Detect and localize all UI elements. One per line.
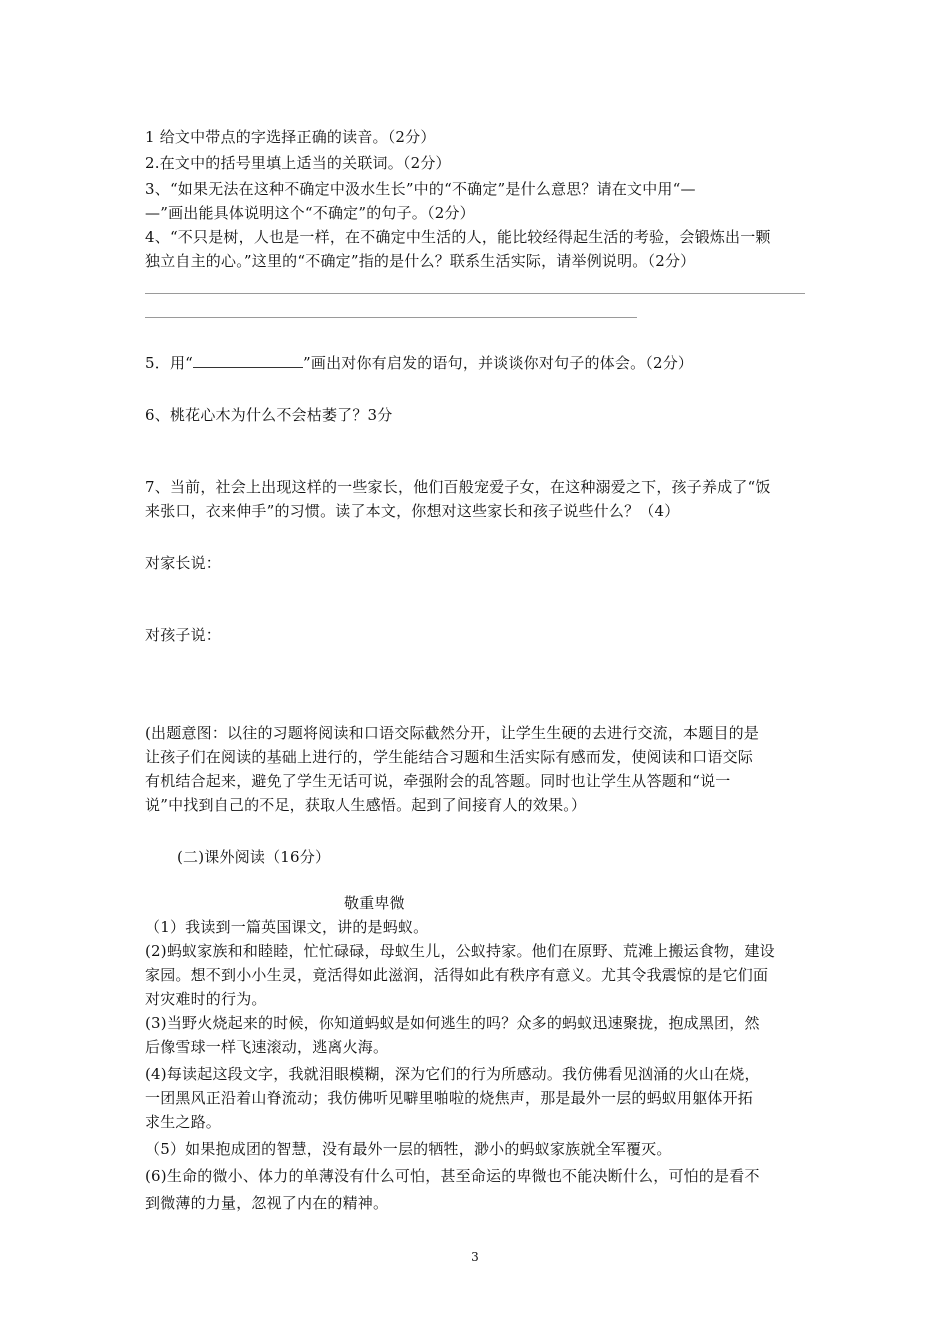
intent-line-2: 让孩子们在阅读的基础上进行的，学生能结合习题和生活实际有感而发，使阅读和口语交际 [145,748,754,766]
article-paragraph-6-line-1: (6)生命的微小、体力的单薄没有什么可怕，甚至命运的卑微也不能决断什么，可怕的是看不 [145,1167,760,1185]
section-heading: (二)课外阅读（16分） [177,848,331,866]
article-paragraph-4-line-1: (4)每读起这段文字，我就泪眼模糊，深为它们的行为所感动。我仿佛看见汹涌的火山在烧， [145,1065,760,1083]
intent-line-1: (出题意图：以往的习题将阅读和口语交际截然分开，让学生生硬的去进行交流，本题目的是 [145,724,760,742]
question-1: 1 给文中带点的字选择正确的读音。（2分） [145,128,436,146]
question-5-blank [193,353,303,368]
intent-line-3: 有机结合起来，避免了学生无话可说，牵强附会的乱答题。同时也让学生从答题和“说一 [145,772,731,790]
article-paragraph-6-line-2: 到微薄的力量，忽视了内在的精神。 [145,1194,389,1212]
question-6: 6、桃花心木为什么不会枯萎了？3分 [145,406,393,424]
intent-line-4: 说”中找到自己的不足，获取人生感悟。起到了间接育人的效果。） [145,796,587,814]
question-3-line-1: 3、“如果无法在这种不确定中汲水生长”中的“不确定”是什么意思？请在文中用“— [145,180,696,198]
question-2: 2.在文中的括号里填上适当的关联词。（2分） [145,154,451,172]
question-4-line-2: 独立自主的心。”这里的“不确定”指的是什么？联系生活实际，请举例说明。（2分） [145,252,696,270]
question-5-suffix: ”画出对你有启发的语句，并谈谈你对句子的体会。（2分） [303,354,694,372]
question-3-line-2: —”画出能具体说明这个“不确定”的句子。（2分） [145,204,475,222]
question-7-line-2: 来张口，衣来伸手”的习惯。读了本文，你想对这些家长和孩子说些什么？（4） [145,502,680,520]
article-paragraph-2-line-2: 家园。想不到小小生灵，竟活得如此滋润，活得如此有秩序有意义。尤其令我震惊的是它们面 [145,966,769,984]
article-paragraph-3-line-1: (3)当野火烧起来的时候，你知道蚂蚁是如何逃生的吗？众多的蚂蚁迅速聚拢，抱成黑团，然 [145,1014,760,1032]
question-4-line-1: 4、“不只是树，人也是一样，在不确定中生活的人，能比较经得起生活的考验，会锻炼出一颗 [145,228,771,246]
answer-line-2 [145,317,637,318]
article-paragraph-4-line-2: 一团黑风正沿着山脊流动；我仿佛听见噼里啪啦的烧焦声，那是最外一层的蚂蚁用躯体开拓 [145,1089,754,1107]
page-number: 3 [471,1250,479,1264]
article-paragraph-2-line-1: (2)蚂蚁家族和和睦睦，忙忙碌碌，母蚁生儿，公蚁持家。他们在原野、荒滩上搬运食物，建设 [145,942,775,960]
article-paragraph-3-line-2: 后像雪球一样飞速滚动，逃离火海。 [145,1038,389,1056]
question-5 [145,353,693,373]
to-parents-label: 对家长说： [145,554,222,572]
question-7-line-1: 7、当前，社会上出现这样的一些家长，他们百般宠爱子女，在这种溺爱之下，孩子养成了“饭 [145,478,771,496]
article-paragraph-5: （5）如果抱成团的智慧，没有最外一层的牺牲，渺小的蚂蚁家族就全军覆灭。 [145,1140,672,1158]
article-title: 敬重卑微 [344,894,405,912]
answer-line-1 [145,293,805,294]
to-children-label: 对孩子说： [145,626,222,644]
article-paragraph-1: （1）我读到一篇英国课文，讲的是蚂蚁。 [145,918,429,936]
question-5-prefix: 5．用“ [145,354,194,372]
article-paragraph-4-line-3: 求生之路。 [145,1113,222,1131]
article-paragraph-2-line-3: 对灾难时的行为。 [145,990,267,1008]
